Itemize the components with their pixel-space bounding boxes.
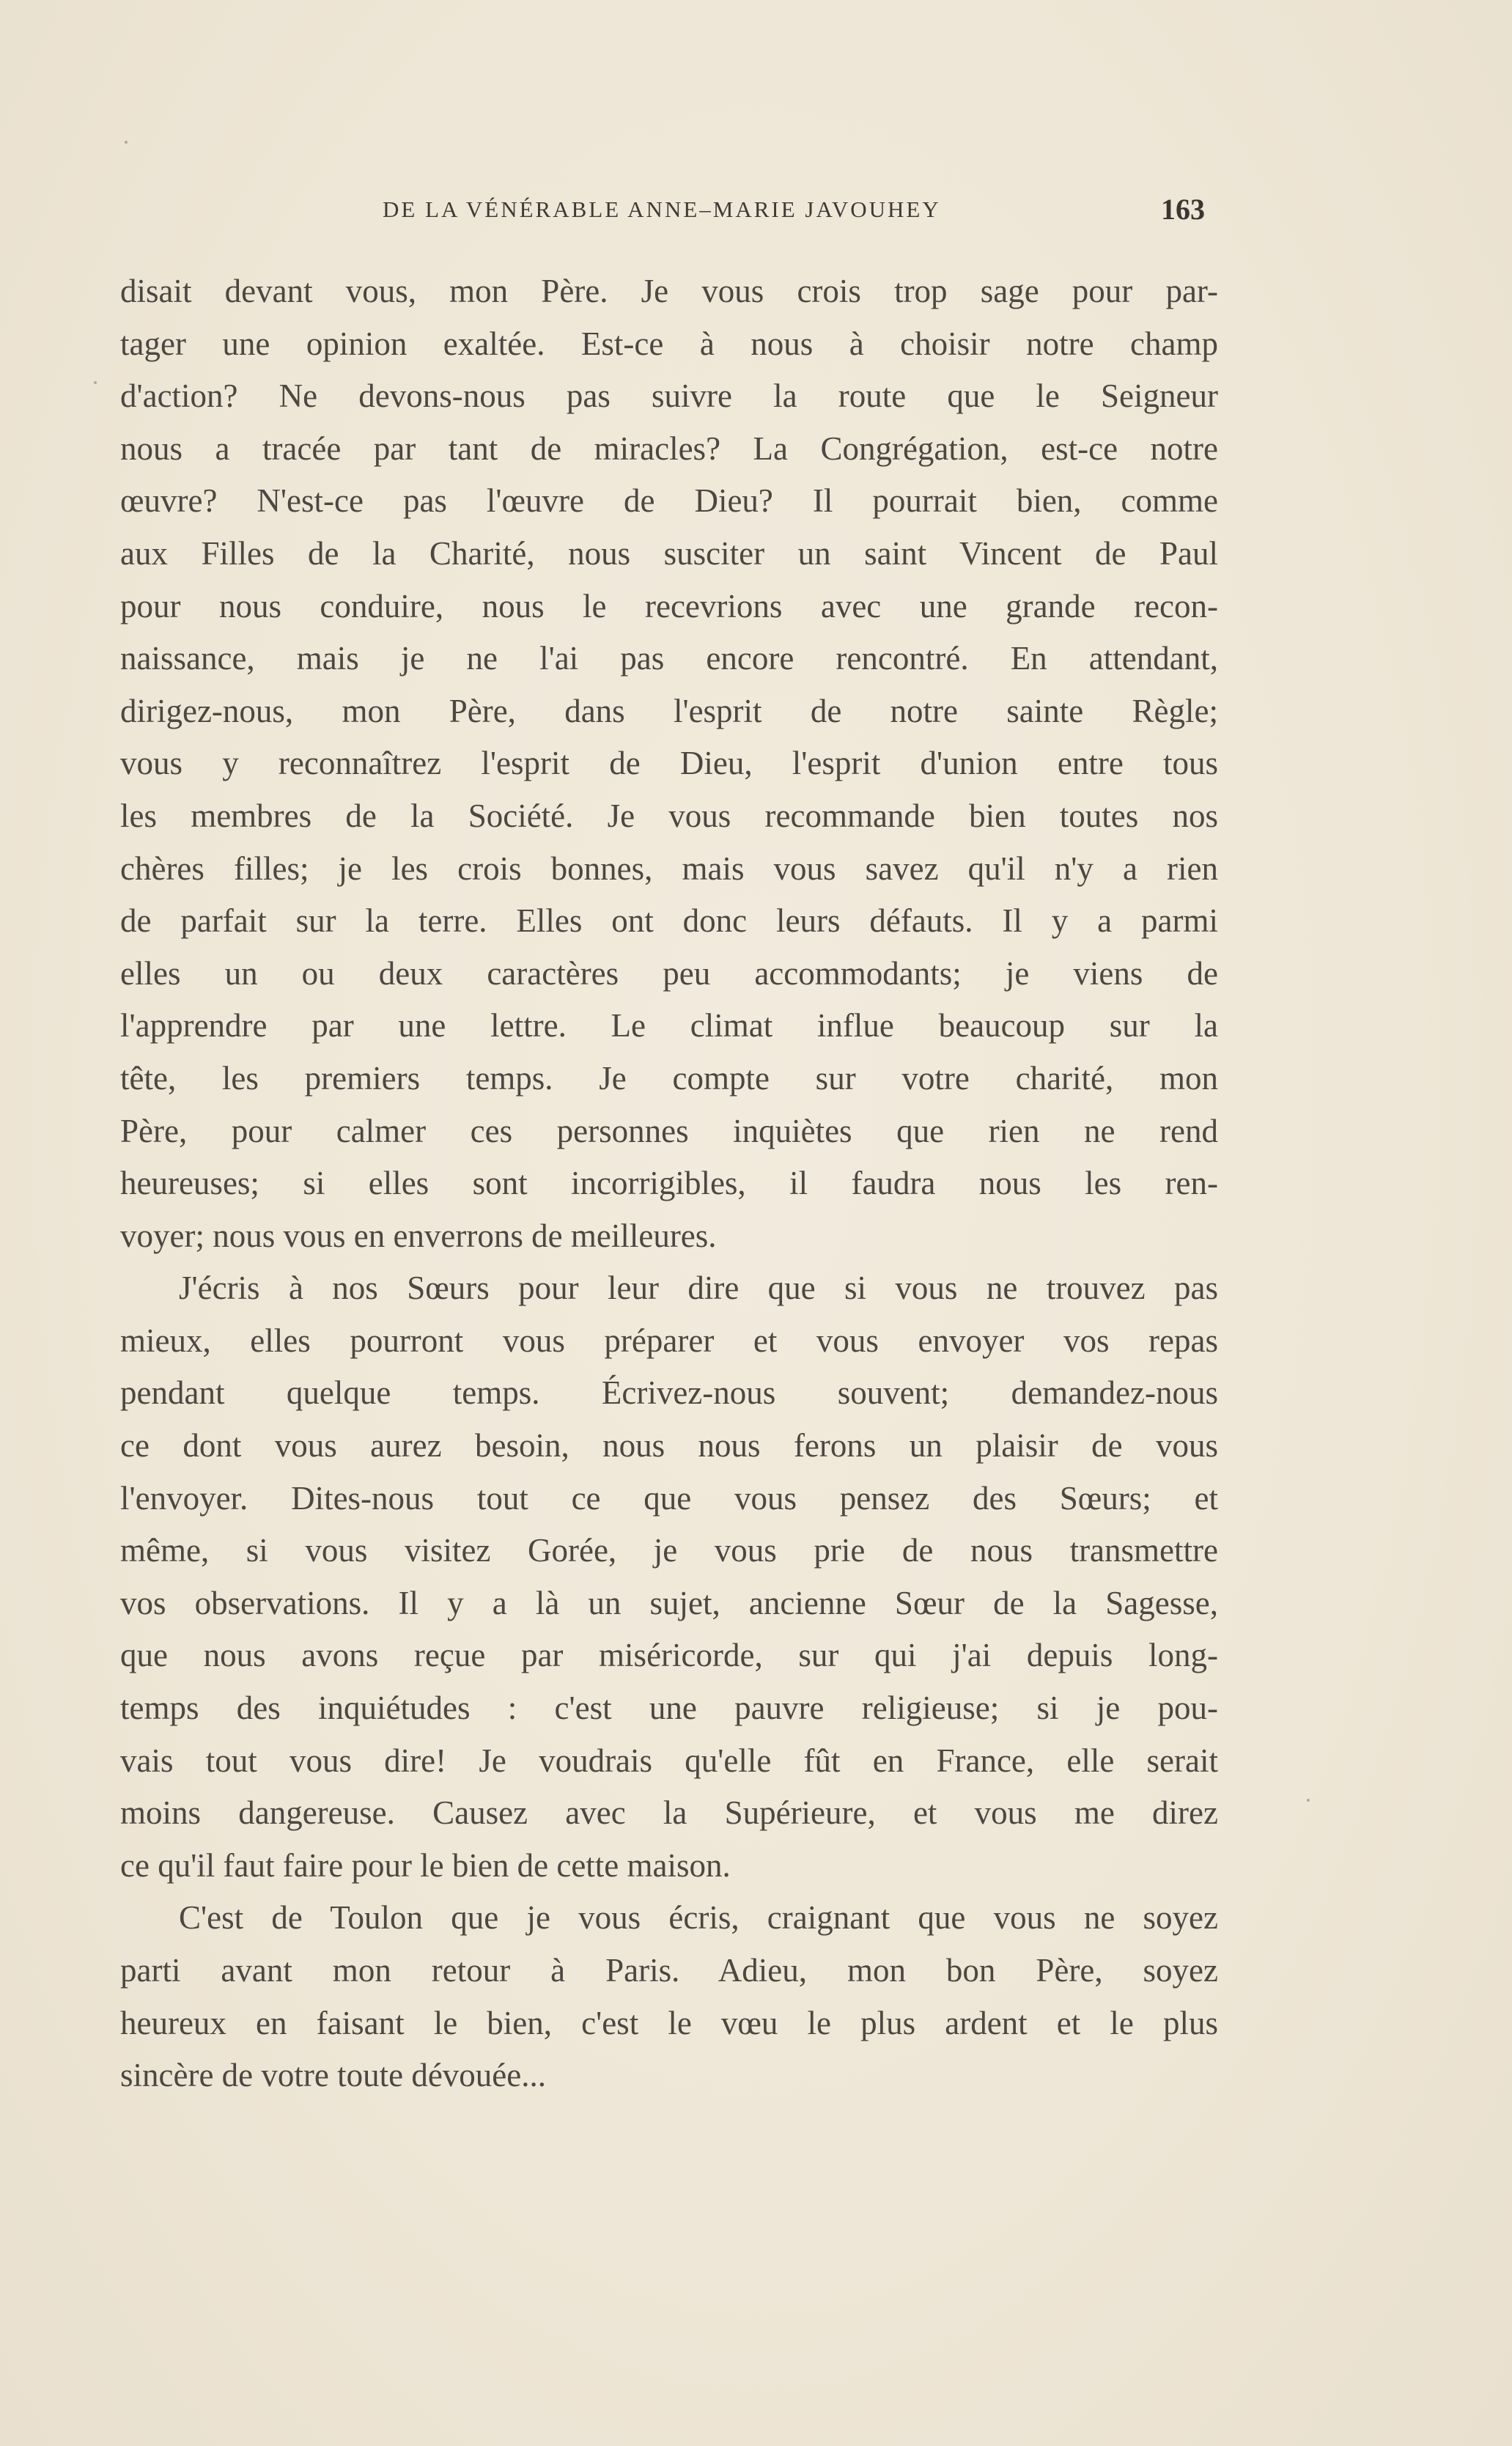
text-line: aux Filles de la Charité, nous susciter un saint Vincent de Paul — [120, 534, 1218, 572]
text-line: pour nous conduire, nous le recevrions avec une grande recon- — [120, 587, 1218, 625]
text-line: vos observations. Il y a là un sujet, ancienne Sœur de la Sagesse, — [120, 1584, 1218, 1621]
paper-speck — [1307, 1799, 1310, 1802]
text-line: l'envoyer. Dites-nous tout ce que vous pensez des Sœurs; et — [120, 1479, 1218, 1517]
text-line: J'écris à nos Sœurs pour leur dire que si vous ne trouvez pas — [179, 1270, 1218, 1307]
text-line: moins dangereuse. Causez avec la Supérieure, et vous me direz — [120, 1794, 1218, 1832]
text-line: d'action? Ne devons-nous pas suivre la route que le Seigneur — [120, 377, 1218, 415]
text-line: heureux en faisant le bien, c'est le vœu le plus ardent et le plus — [120, 2004, 1218, 2041]
text-line: les membres de la Société. Je vous recommande bien toutes nos — [120, 797, 1218, 834]
text-line: l'apprendre par une lettre. Le climat influe beaucoup sur la — [120, 1007, 1218, 1045]
page-number: 163 — [1161, 193, 1205, 226]
text-line: voyer; nous vous en enverrons de meilleures. — [120, 1217, 717, 1254]
text-line: temps des inquiétudes : c'est une pauvre religieuse; si je pou- — [120, 1690, 1218, 1727]
text-line: dirigez-nous, mon Père, dans l'esprit de notre sainte Règle; — [120, 692, 1218, 729]
text-line: tête, les premiers temps. Je compte sur votre charité, mon — [120, 1059, 1218, 1097]
body-text — [120, 265, 1218, 2102]
running-title: DE LA VÉNÉRABLE ANNE–MARIE JAVOUHEY — [383, 196, 941, 222]
text-line: parti avant mon retour à Paris. Adieu, mon bon Père, soyez — [120, 1952, 1218, 1989]
text-line: vais tout vous dire! Je voudrais qu'elle fût en France, elle serait — [120, 1742, 1218, 1779]
text-line: naissance, mais je ne l'ai pas encore rencontré. En attendant, — [120, 640, 1218, 677]
text-line: ce qu'il faut faire pour le bien de cette maison. — [120, 1846, 731, 1884]
text-line: même, si vous visitez Gorée, je vous prie de nous transmettre — [120, 1532, 1218, 1569]
text-line: sincère de votre toute dévouée... — [120, 2057, 547, 2094]
text-line: heureuses; si elles sont incorrigibles, il faudra nous les ren- — [120, 1165, 1218, 1202]
paper-speck — [94, 381, 97, 384]
paper-speck — [125, 141, 128, 144]
text-line: C'est de Toulon que je vous écris, craignant que vous ne soyez — [179, 1899, 1218, 1937]
text-line: Père, pour calmer ces personnes inquiètes que rien ne rend — [120, 1112, 1218, 1149]
text-line: de parfait sur la terre. Elles ont donc leurs défauts. Il y a parmi — [120, 902, 1218, 940]
text-line: mieux, elles pourront vous préparer et vous envoyer vos repas — [120, 1322, 1218, 1359]
text-line: que nous avons reçue par miséricorde, sur qui j'ai depuis long- — [120, 1637, 1218, 1674]
text-line: disait devant vous, mon Père. Je vous crois trop sage pour par- — [120, 273, 1218, 309]
text-line: elles un ou deux caractères peu accommodants; je viens de — [120, 954, 1218, 992]
text-line: ce dont vous aurez besoin, nous nous ferons un plaisir de vous — [120, 1427, 1218, 1465]
text-line: chères filles; je les crois bonnes, mais vous savez qu'il n'y a rien — [120, 850, 1218, 887]
text-line: nous a tracée par tant de miracles? La Congrégation, est-ce notre — [120, 430, 1218, 467]
text-line: œuvre? N'est-ce pas l'œuvre de Dieu? Il pourrait bien, comme — [120, 482, 1218, 520]
text-line: vous y reconnaîtrez l'esprit de Dieu, l'esprit d'union entre tous — [120, 745, 1218, 782]
text-line: pendant quelque temps. Écrivez-nous souvent; demandez-nous — [120, 1374, 1218, 1412]
text-line: tager une opinion exaltée. Est-ce à nous à choisir notre champ — [120, 325, 1218, 362]
